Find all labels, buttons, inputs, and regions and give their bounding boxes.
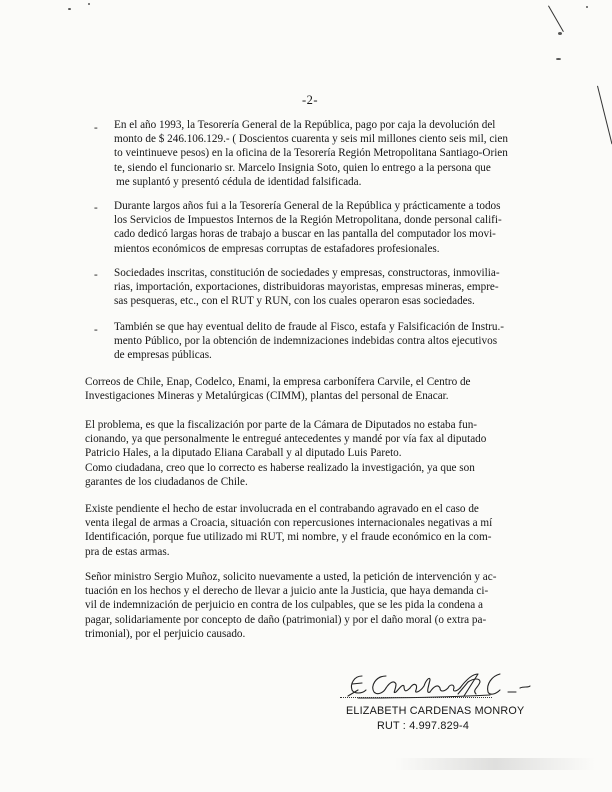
scan-speck <box>586 6 588 8</box>
paragraph-arms-case <box>85 502 535 559</box>
text-line: Sociedades inscritas, constitución de sociedades y empresas, constructoras, inmovilia- <box>114 267 500 279</box>
text-line: te, siendo el funcionario sr. Marcelo Insignia Soto, quien lo entrego a la persona que <box>114 161 491 174</box>
text-line: garantes de los ciudadanos de Chile. <box>85 475 248 488</box>
bullet-item-4 <box>114 320 534 363</box>
scan-speck <box>88 3 90 5</box>
text-line: monto de $ 246.106.129.- ( Doscientos cuarenta y seis mil millones ciento seis mil, cien <box>114 133 508 146</box>
signer-name: ELIZABETH CARDENAS MONROY <box>346 705 525 717</box>
text-line: Investigaciones Mineras y Metalúrgicas (CIMM), plantas del personal de Enacar. <box>85 390 449 403</box>
text-line: pagar, solidariamente por concepto de daño (patrimonial) y por el daño moral (o extra pa- <box>85 613 487 626</box>
bullet-marker: - <box>94 269 98 281</box>
text-line: venta ilegal de armas a Croacia, situación con repercusiones internacionales negativas a mí <box>85 517 493 530</box>
paragraph-request <box>85 570 535 641</box>
text-line: trimonial), por el perjuicio causado. <box>85 627 246 640</box>
text-line: cado dedicó largas horas de trabajo a buscar en las pantalla del computador los movi- <box>114 228 496 241</box>
signature-line <box>340 697 492 698</box>
text-line: sas pesqueras, etc., con el RUT y RUN, con los cuales operaron esas sociedades. <box>114 295 475 308</box>
text-line: El problema, es que la fiscalización por parte de la Cámara de Diputados no estaba fun- <box>85 419 478 431</box>
text-line: Como ciudadana, creo que lo correcto es haberse realizado la investigación, ya que son <box>85 461 475 474</box>
text-line: mientos económicos de empresas corruptas de estafadores profesionales. <box>114 242 440 255</box>
text-line: Existe pendiente el hecho de estar involucrada en el contrabando agravado en el caso de <box>85 503 479 515</box>
page-number: -2- <box>301 93 319 107</box>
scan-edge-mark <box>548 6 564 32</box>
scan-speck <box>68 8 71 10</box>
bullet-marker: - <box>94 202 98 214</box>
text-line: me suplantó y presentó cédula de identidad falsificada. <box>116 175 362 188</box>
text-line: de empresas públicas. <box>114 349 212 362</box>
text-line: los Servicios de Impuestos Internos de la Región Metropolitana, donde personal califi- <box>114 214 502 227</box>
text-line: También se que hay eventual delito de fraude al Fisco, estafa y Falsificación de Instru.- <box>114 321 505 333</box>
text-line: rias, importación, exportaciones, distribuidoras mayoristas, empresas mineras, empre- <box>114 281 499 294</box>
text-line: Identificación, porque fue utilizado mi RUT, mi nombre, y el fraude económico en la com- <box>85 531 492 544</box>
bullet-marker: - <box>94 122 98 134</box>
text-line: Patricio Hales, a la diputado Eliana Caraball y al diputado Luis Pareto. <box>85 447 402 460</box>
text-line: pra de estas armas. <box>85 545 170 558</box>
scan-speck <box>558 32 562 35</box>
faint-stamp-mark <box>395 758 595 770</box>
text-line: vil de indemnización de perjuicio en contra de los culpables, que se les pida la condena a <box>85 599 483 612</box>
text-line: Correos de Chile, Enap, Codelco, Enami, la empresa carbonífera Carvile, el Centro de <box>85 376 471 388</box>
text-line: mento Público, por la obtención de indemnizaciones indebidas contra altos ejecutivos <box>114 335 498 348</box>
text-line: Señor ministro Sergio Muñoz, solicito nuevamente a usted, la petición de intervención y ac- <box>85 571 497 583</box>
bullet-item-2 <box>114 199 534 256</box>
paragraph-companies <box>85 375 535 403</box>
text-line: cionando, ya que personalmente le entregué antecedentes y mandé por vía fax al diputado <box>85 433 487 446</box>
scan-speck <box>556 58 561 60</box>
scan-edge-mark <box>597 86 612 144</box>
text-line: En el año 1993, la Tesorería General de la República, pago por caja la devolución del <box>114 119 496 131</box>
paragraph-problem <box>85 418 535 489</box>
text-line: Durante largos años fui a la Tesorería General de la República y prácticamente a todos <box>114 200 501 212</box>
signer-rut: RUT : 4.997.829-4 <box>377 720 470 732</box>
text-line: tuación en los hechos y el derecho de llevar a juicio ante la Justicia, que haya demanda ci- <box>85 585 489 598</box>
bullet-item-1 <box>114 118 534 189</box>
bullet-marker: - <box>94 324 98 336</box>
text-line: to veintinueve pesos) en la oficina de la Tesorería Región Metropolitana Santiago-Orien <box>114 147 508 160</box>
bullet-item-3 <box>114 266 534 309</box>
